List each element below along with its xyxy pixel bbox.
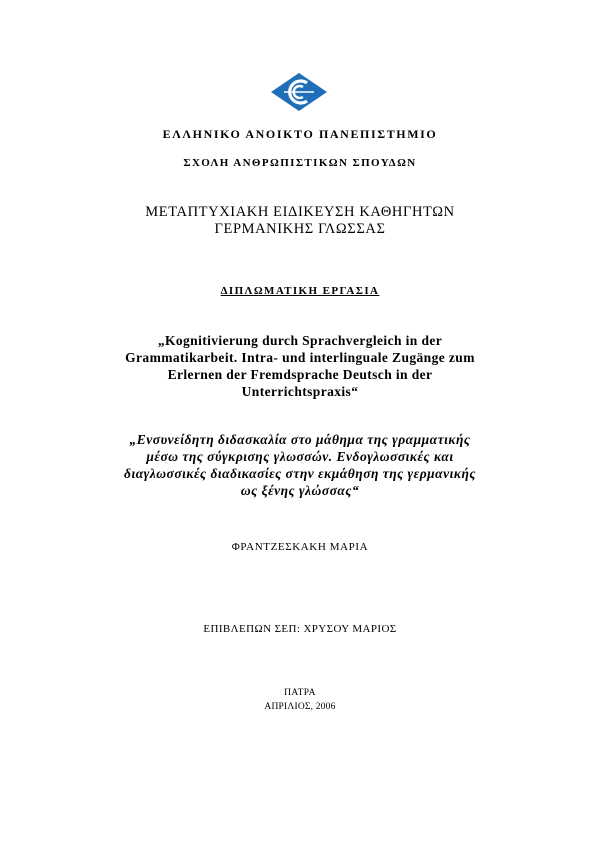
date: ΑΠΡΙΛΙΟΣ, 2006 xyxy=(264,702,336,712)
greek-title-line-2: μέσω της σύγκρισης γλωσσών. Ενδογλωσσικές και xyxy=(146,449,454,464)
german-title-line-2: Grammatikarbeit. Intra- und interlinguale Zugänge zum xyxy=(125,350,475,365)
supervisor: ΕΠΙΒΛΕΠΩΝ ΣΕΠ: ΧΡΥΣΟΥ ΜΑΡΙΟΣ xyxy=(203,623,397,635)
program-title-line-1: ΜΕΤΑΠΤΥΧΙΑΚΗ ΕΙΔΙΚΕΥΣΗ ΚΑΘΗΓΗΤΩΝ xyxy=(145,204,455,220)
school-name: ΣΧΟΛΗ ΑΝΘΡΩΠΙΣΤΙΚΩΝ ΣΠΟΥΔΩΝ xyxy=(183,157,417,169)
program-title-line-2: ΓΕΡΜΑΝΙΚΗΣ ΓΛΩΣΣΑΣ xyxy=(214,221,386,237)
german-title-line-1: „Kognitivierung durch Sprachvergleich in der xyxy=(157,333,443,348)
greek-title-line-3: διαγλωσσικές διαδικασίες στην εκμάθηση της γερμανικής xyxy=(124,466,476,481)
greek-title-line-4: ως ξένης γλώσσας“ xyxy=(240,483,360,498)
university-name: ΕΛΛΗΝΙΚΟ ΑΝΟΙΚΤΟ ΠΑΝΕΠΙΣΤΗΜΙΟ xyxy=(162,127,438,141)
author-name: ΦΡΑΝΤΖΕΣΚΑΚΗ ΜΑΡΙΑ xyxy=(231,541,369,553)
greek-title-line-1: „Ενσυνείδητη διδασκαλία στο μάθημα της γραμματικής xyxy=(129,432,471,447)
german-title-line-3: Erlernen der Fremdsprache Deutsch in der xyxy=(167,367,433,382)
eap-logo-icon xyxy=(270,72,328,112)
german-title-line-4: Unterrichtspraxis“ xyxy=(241,384,359,399)
city: ΠΑΤΡΑ xyxy=(284,688,316,698)
thesis-label: ΔΙΠΛΩΜΑΤΙΚΗ ΕΡΓΑΣΙΑ xyxy=(220,285,380,297)
